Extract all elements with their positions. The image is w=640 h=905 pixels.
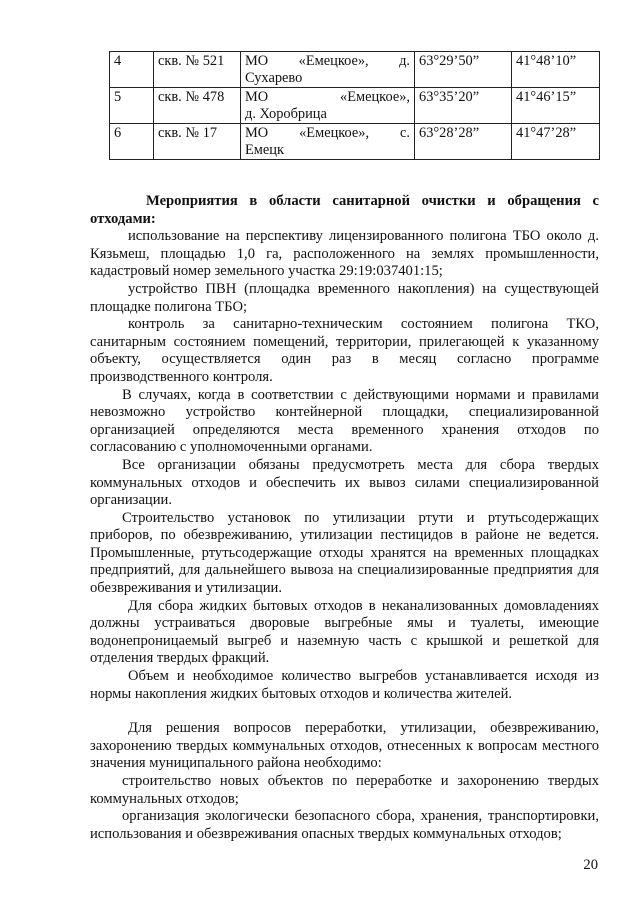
location-line: д. Хоробрица	[245, 106, 327, 122]
row-number-cell: 5	[110, 88, 154, 124]
longitude-cell: 41°46’15”	[512, 88, 600, 124]
paragraph: организация экологически безопасного сбора, хранения, транспортировки, использования и обезвреживания опасных твердых коммунальных отходов;	[90, 808, 599, 842]
table-row	[110, 52, 600, 88]
longitude-cell: 41°47’28”	[512, 124, 600, 160]
well-cell: скв. № 521	[154, 52, 241, 88]
paragraph: Строительство установок по утилизации ртути и ртутьсодержащих приборов, по обезвреживанию, утилизации пестицидов в районе не ведется. Промышленные, ртутьсодержащие отходы хранятся на временных площадках предприятий, для дальнейшего вывоза на специализированные предприятия для обезвреживания и утилизации.	[90, 509, 599, 597]
paragraph: Объем и необходимое количество выгребов устанавливается исходя из нормы накопления жидких бытовых отходов и количества жителей.	[90, 668, 599, 702]
wells-table	[109, 51, 600, 160]
well-cell: скв. № 17	[154, 124, 241, 160]
paragraph: Для решения вопросов переработки, утилизации, обезвреживанию, захоронению твердых коммунальных отходов, отнесенных к вопросам местного значения муниципального района необходимо:	[90, 720, 599, 772]
wells-table-wrapper	[109, 51, 599, 160]
location-line: Сухарево	[245, 70, 303, 86]
latitude-cell: 63°28’28”	[415, 124, 512, 160]
location-cell	[241, 88, 415, 124]
paragraph: строительство новых объектов по переработке и захоронению твердых коммунальных отходов;	[90, 773, 599, 807]
row-number-cell: 4	[110, 52, 154, 88]
latitude-cell: 63°35’20”	[415, 88, 512, 124]
latitude-cell: 63°29’50”	[415, 52, 512, 88]
location-cell	[241, 124, 415, 160]
location-line: МО «Емецкое», д.	[245, 53, 410, 69]
location-line: МО «Емецкое»,	[245, 89, 410, 105]
paragraph: контроль за санитарно-техническим состоянием полигона ТКО, санитарным состоянием помещений, территории, прилегающей к указанному объекту, осуществляется один раз в месяц согласно программе производственного контроля.	[90, 316, 599, 385]
well-cell: скв. № 478	[154, 88, 241, 124]
page-number: 20	[583, 857, 598, 873]
paragraph: использование на перспективу лицензированного полигона ТБО около д. Кязьмеш, площадью 1,0 га, расположенного на землях промышленности, кадастровый номер земельного участка 29:19:037401:15;	[90, 228, 599, 280]
document-body	[90, 193, 599, 843]
row-number-cell: 6	[110, 124, 154, 160]
location-cell	[241, 52, 415, 88]
location-line: МО «Емецкое», с.	[245, 125, 410, 141]
location-line: Емецк	[245, 142, 284, 158]
section-heading: Мероприятия в области санитарной очистки и обращения с отходами:	[90, 193, 599, 227]
table-row	[110, 124, 600, 160]
spacer	[90, 703, 599, 720]
paragraph: Для сбора жидких бытовых отходов в неканализованных домовладениях должны устраиваться дворовые выгребные ямы и туалеты, имеющие водонепроницаемый выгреб и наземную часть с крышкой и решеткой для отделения твердых фракций.	[90, 597, 599, 667]
paragraph: Все организации обязаны предусмотреть места для сбора твердых коммунальных отходов и обеспечить их вывоз силами специализированной организации.	[90, 456, 599, 509]
paragraph: устройство ПВН (площадка временного накопления) на существующей площадке полигона ТБО;	[90, 280, 599, 315]
table-row	[110, 88, 600, 124]
paragraph: В случаях, когда в соответствии с действующими нормами и правилами невозможно устройство контейнерной площадки, специализированной организацией определяются места временного хранения отходов по согласованию с уполномоченными органами.	[90, 386, 599, 456]
longitude-cell: 41°48’10”	[512, 52, 600, 88]
